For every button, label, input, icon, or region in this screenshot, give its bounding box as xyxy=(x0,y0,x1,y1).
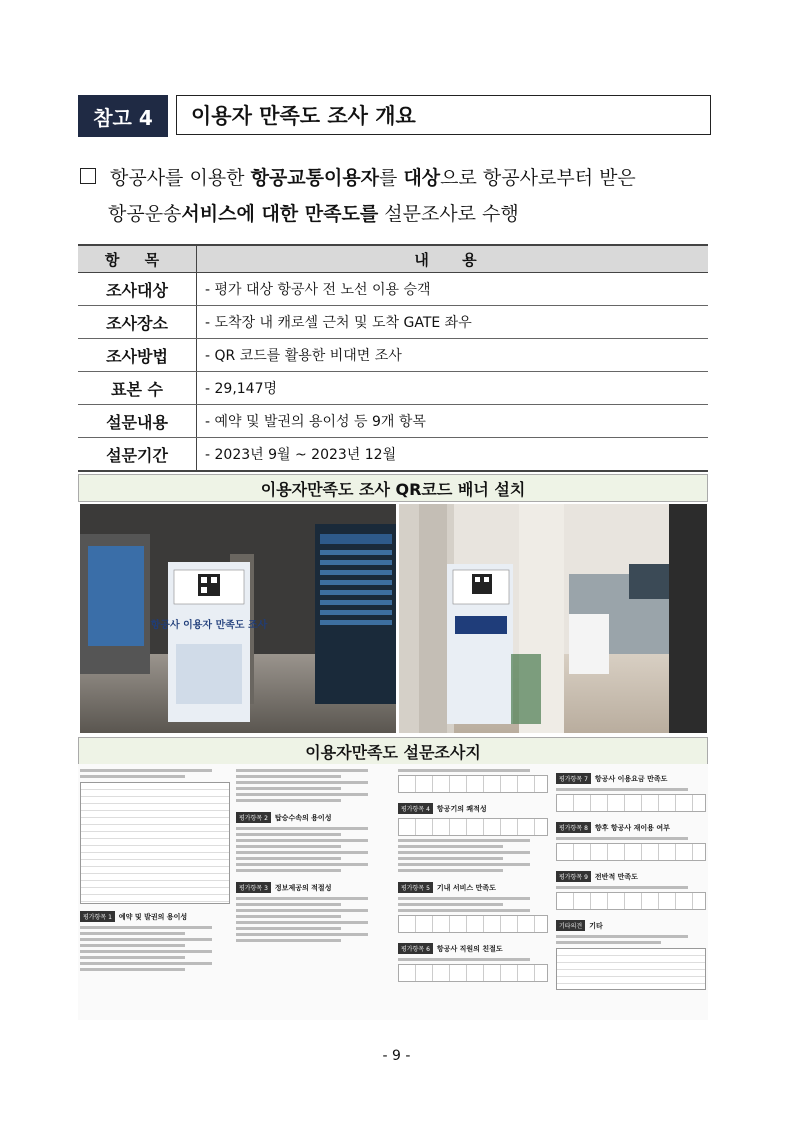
intro-line-1 xyxy=(80,160,720,196)
row-value: - 2023년 9월 ~ 2023년 12월 xyxy=(197,438,709,472)
intro-text: 설문조사로 수행 xyxy=(378,203,519,225)
eval-item-label: 평가항목 2 xyxy=(236,812,271,823)
eval-item-title: 항공사 직원의 친절도 xyxy=(436,945,503,953)
eval-item-label: 평가항목 7 xyxy=(556,773,591,784)
eval-item-title: 항공기의 쾌적성 xyxy=(436,805,487,813)
intro-line-2 xyxy=(80,196,720,232)
intro-emphasis: 서비스에 대한 만족도를 xyxy=(181,203,379,225)
eval-item-label: 평가항목 9 xyxy=(556,871,591,882)
eval-item-title: 탑승수속의 용이성 xyxy=(274,814,332,822)
row-value: - 평가 대상 항공사 전 노선 이용 승객 xyxy=(197,273,709,306)
eval-item-title: 전반적 만족도 xyxy=(594,873,638,881)
page-number: - 9 - xyxy=(382,1048,411,1064)
checkbox-bullet-icon xyxy=(80,168,96,184)
intro-text: 항공사를 이용한 xyxy=(110,167,251,189)
qr-banner-section-title: 이용자만족도 조사 QR코드 배너 설치 xyxy=(78,474,708,502)
table-header-row xyxy=(78,245,708,273)
table-row xyxy=(78,372,708,405)
row-value: - 29,147명 xyxy=(197,372,709,405)
banner-text: 항공사 이용자 만족도 조사 xyxy=(150,620,268,631)
survey-sheet-image xyxy=(78,764,708,1020)
eval-item-label: 평가항목 5 xyxy=(398,882,433,893)
intro-text: 를 xyxy=(379,167,404,189)
row-key: 설문기간 xyxy=(78,438,197,472)
eval-item-title: 향후 항공사 재이용 여부 xyxy=(594,824,670,832)
intro-emphasis: 항공교통이용자 xyxy=(250,167,380,189)
table-row xyxy=(78,405,708,438)
eval-item-label: 평가항목 4 xyxy=(398,803,433,814)
eval-item-label: 기타의견 xyxy=(556,920,585,931)
survey-column-1 xyxy=(80,766,230,1018)
eval-item-label: 평가항목 8 xyxy=(556,822,591,833)
intro-paragraph xyxy=(80,160,720,232)
section-header xyxy=(78,95,713,137)
row-key: 조사방법 xyxy=(78,339,197,372)
eval-item-title: 기타 xyxy=(589,922,603,930)
row-key: 설문내용 xyxy=(78,405,197,438)
reference-tag: 참고 4 xyxy=(78,95,168,137)
survey-column-2 xyxy=(236,766,386,1018)
table-row xyxy=(78,306,708,339)
intro-text: 항공운송 xyxy=(108,203,182,225)
intro-text: 으로 항공사로부터 받은 xyxy=(440,167,636,189)
table-row xyxy=(78,339,708,372)
survey-section-title: 이용자만족도 설문조사지 xyxy=(78,737,708,765)
survey-overview-table xyxy=(78,244,708,472)
row-value: - 도착장 내 캐로셀 근처 및 도착 GATE 좌우 xyxy=(197,306,709,339)
survey-column-3 xyxy=(398,766,548,1018)
survey-column-4 xyxy=(556,766,706,1018)
banner-photo-right xyxy=(399,504,707,733)
eval-item-label: 평가항목 3 xyxy=(236,882,271,893)
eval-item-title: 예약 및 발권의 용이성 xyxy=(118,913,188,921)
intro-emphasis: 대상 xyxy=(403,167,441,189)
table-row xyxy=(78,438,708,472)
column-header-item: 항 목 xyxy=(78,245,197,273)
page-title: 이용자 만족도 조사 개요 xyxy=(176,95,711,135)
eval-item-title: 항공사 이용요금 만족도 xyxy=(594,775,668,783)
eval-item-label: 평가항목 1 xyxy=(80,911,115,922)
column-header-content: 내 용 xyxy=(197,245,709,273)
row-value: - QR 코드를 활용한 비대면 조사 xyxy=(197,339,709,372)
eval-item-label: 평가항목 6 xyxy=(398,943,433,954)
row-key: 조사대상 xyxy=(78,273,197,306)
table-row xyxy=(78,273,708,306)
eval-item-title: 정보제공의 적절성 xyxy=(274,884,332,892)
banner-photo-left xyxy=(80,504,396,733)
row-key: 표본 수 xyxy=(78,372,197,405)
row-value: - 예약 및 발권의 용이성 등 9개 항목 xyxy=(197,405,709,438)
eval-item-title: 기내 서비스 만족도 xyxy=(436,884,496,892)
row-key: 조사장소 xyxy=(78,306,197,339)
